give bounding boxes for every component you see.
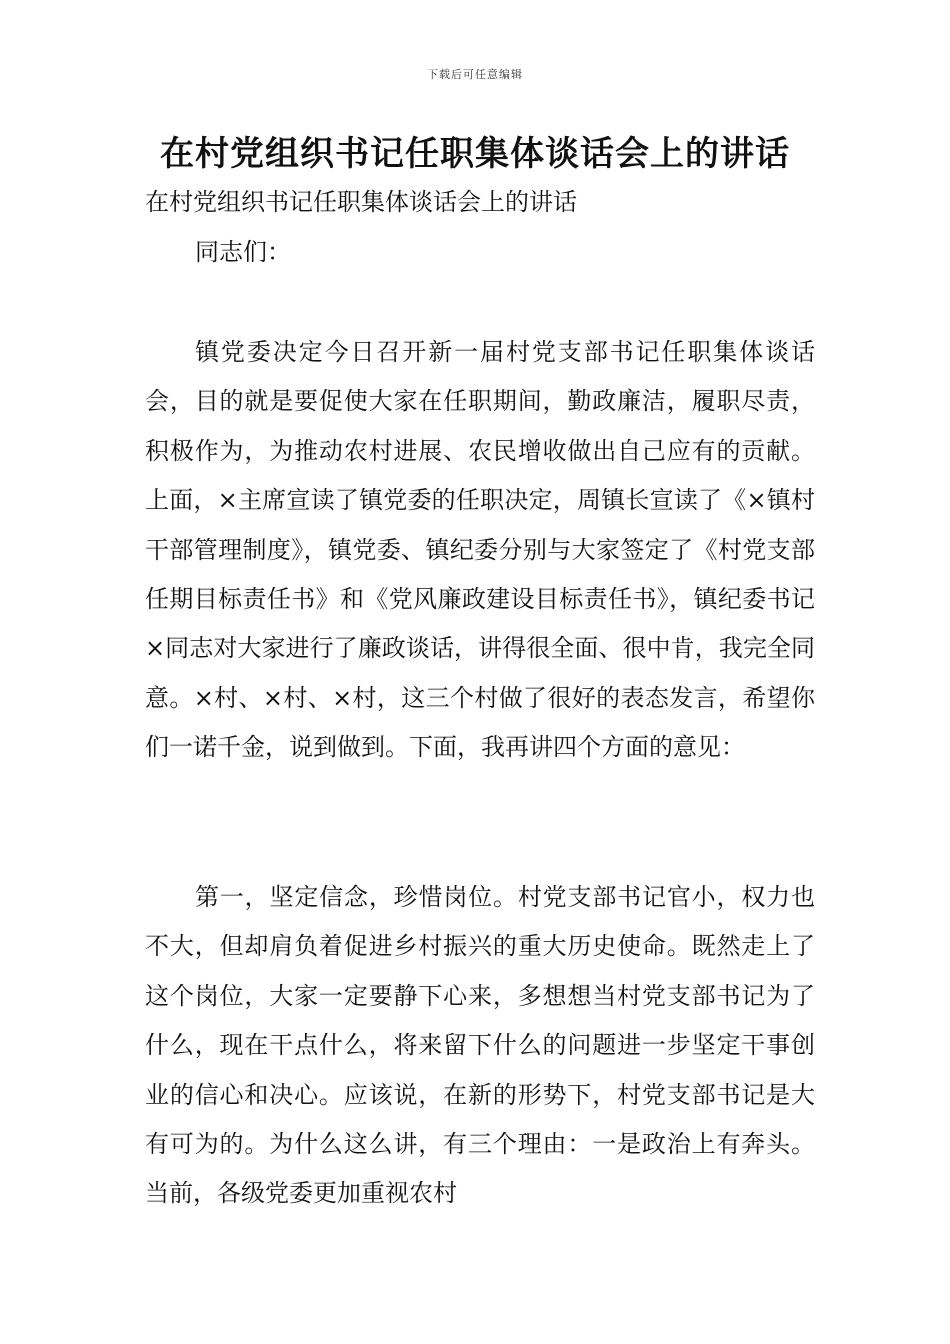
document-title: 在村党组织书记任职集体谈话会上的讲话 [160,134,790,174]
document-subtitle: 在村党组织书记任职集体谈话会上的讲话 [145,188,577,216]
salutation: 同志们： [195,238,291,266]
paragraph-1: 镇党委决定今日召开新一届村党支部书记任职集体谈话会，目的就是要促使大家在任职期间，勤政廉洁，履职尽责，积极作为，为推动农村进展、农民增收做出自己应有的贡献。上面，×主席宣读了镇党委的任职决定，周镇长宣读了《×镇村干部管理制度》，镇党委、镇纪委分别与大家签定了《村党支部任期目标责任书》和《党风廉政建设目标责任书》，镇纪委书记×同志对大家进行了廉政谈话，讲得很全面、很中肯，我完全同意。×村、×村、×村，这三个村做了很好的表态发言，希望你们一诺千金，说到做到。下面，我再讲四个方面的意见： [145,338,815,762]
page-header-note: 下载后可任意编辑 [427,68,523,81]
paragraph-2: 第一，坚定信念，珍惜岗位。村党支部书记官小，权力也不大，但却肩负着促进乡村振兴的重大历史使命。既然走上了这个岗位，大家一定要静下心来，多想想当村党支部书记为了什么，现在干点什么，将来留下什么的问题进一步坚定干事创业的信心和决心。应该说，在新的形势下，村党支部书记是大有可为的。为什么这么讲，有三个理由：一是政治上有奔头。当前，各级党委更加重视农村 [145,883,815,1208]
